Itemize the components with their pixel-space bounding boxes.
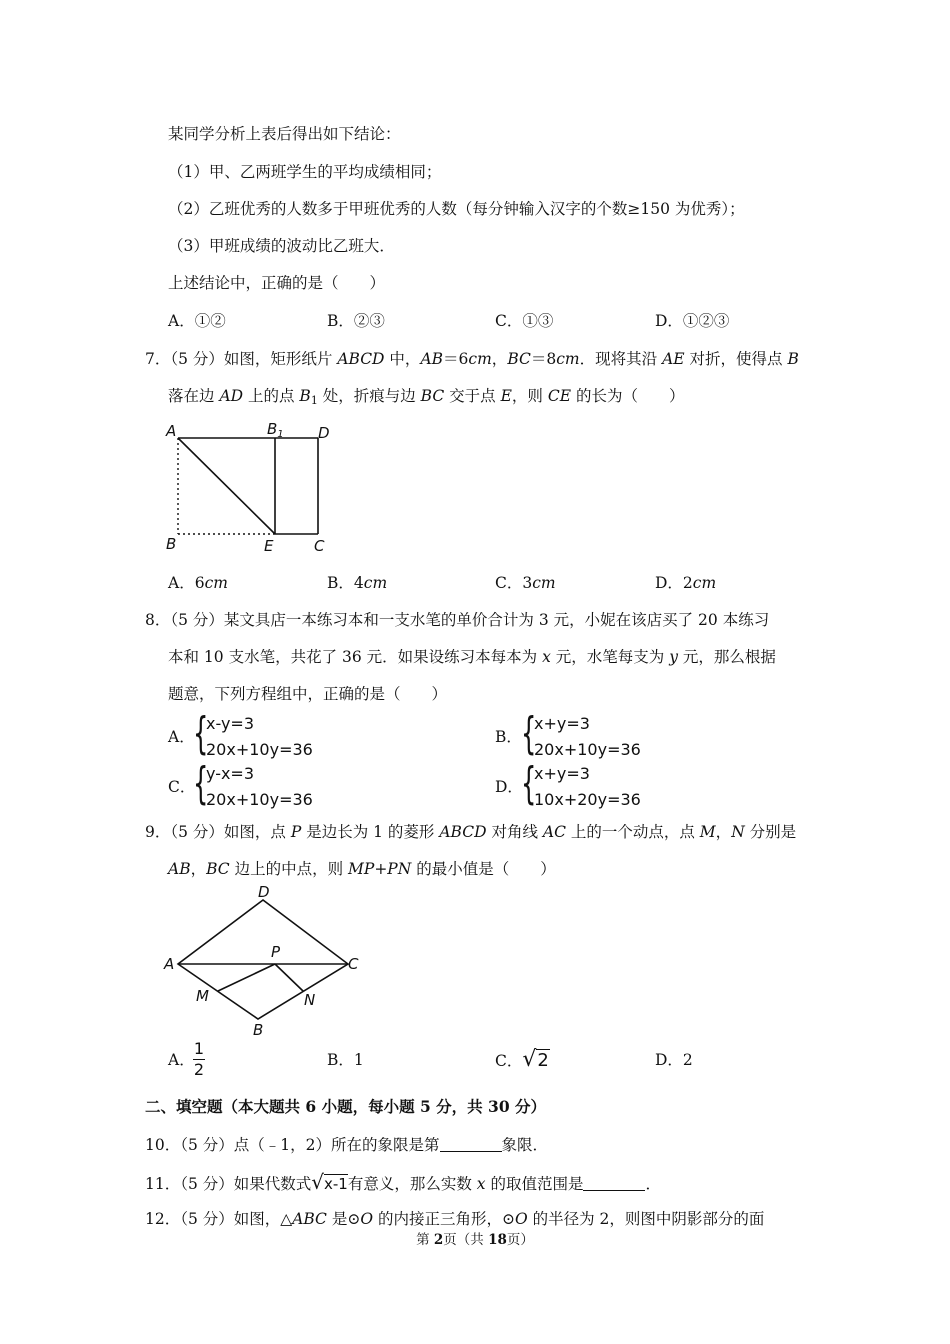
q6-conclusion-2: （2）乙班优秀的人数多于甲班优秀的人数（每分钟输入汉字的个数≥150 为优秀）； <box>168 200 745 218</box>
q9-option-b: B．1 <box>327 1051 364 1069</box>
q9-rhombus-figure <box>160 884 370 1040</box>
q7-option-a: A．6cm <box>168 574 228 592</box>
q6-conclusion-3: （3）甲班成绩的波动比乙班大． <box>168 237 395 255</box>
q12: 12．（5 分）如图，△ABC 是⊙O 的内接正三角形，⊙O 的半径为 2，则图中阴影部分的面 <box>145 1210 765 1228</box>
label-b: B <box>253 1021 264 1039</box>
q8-option-d-label: D． <box>495 778 523 796</box>
segment-mp <box>218 964 275 991</box>
q8-option-c-brace: { <box>193 758 209 809</box>
label-m: M <box>196 987 209 1005</box>
crease-a-e <box>178 438 275 534</box>
label-e: E <box>264 537 274 555</box>
page-footer: 第 2页（共 18页） <box>416 1232 534 1248</box>
q6-option-c: C．①③ <box>495 312 554 330</box>
q8-line-2: 本和 10 支水笔，共花了 36 元．如果设练习本每本为 x 元，水笔每支为 y 元，那么根据 <box>168 648 776 666</box>
label-n: N <box>304 991 316 1009</box>
q9-option-d: D．2 <box>655 1051 693 1069</box>
label-p: P <box>271 943 281 961</box>
q8-option-d-system: x+y=3 10x+20y=36 <box>534 764 641 809</box>
q7-line-2: 落在边 AD 上的点 $B_1$ 处，折痕与边 BC 交于点 E，则 CE 的长为（ ） <box>168 387 685 407</box>
q9-option-c: C．√2 <box>495 1047 549 1072</box>
q6-option-a: A．①② <box>168 312 226 330</box>
label-c: C <box>314 537 325 555</box>
q8-option-c-label: C． <box>168 778 196 796</box>
q6-question: 上述结论中，正确的是（ ） <box>168 274 386 292</box>
q11: 11．（5 分）如果代数式√x-1有意义，那么实数 x 的取值范围是 ． <box>145 1170 661 1194</box>
q8-option-d-brace: { <box>521 758 537 809</box>
q8-option-a-system: x-y=3 20x+10y=36 <box>206 714 313 759</box>
section-2-heading: 二、填空题（本大题共 6 小题，每小题 5 分，共 30 分） <box>145 1097 547 1116</box>
label-b1: $B_1$ <box>267 420 284 440</box>
q8-option-b-system: x+y=3 20x+10y=36 <box>534 714 641 759</box>
q9-option-a-fraction: 1 2 <box>193 1039 205 1079</box>
q6-conclusion-1: （1）甲、乙两班学生的平均成绩相同； <box>168 163 442 181</box>
q8-option-b-label: B． <box>495 728 522 746</box>
label-a: A <box>166 422 177 440</box>
label-a: A <box>164 955 175 973</box>
q10: 10．（5 分）点（﹣1，2）所在的象限是第 象限． <box>145 1136 549 1154</box>
q9-option-a-label: A． <box>168 1051 195 1069</box>
label-b: B <box>166 535 177 553</box>
q10-answer-blank[interactable] <box>440 1137 502 1152</box>
q8-option-a-brace: { <box>193 708 209 759</box>
q7-rectangle-figure <box>160 418 340 558</box>
q8-line-3: 题意，下列方程组中，正确的是（ ） <box>168 685 448 703</box>
q6-option-b: B．②③ <box>327 312 385 330</box>
label-c: C <box>348 955 359 973</box>
segment-pn <box>275 964 303 991</box>
q7-option-b: B．4cm <box>327 574 388 592</box>
label-d: D <box>318 424 330 442</box>
q8-line-1: 8．（5 分）某文具店一本练习本和一支水笔的单价合计为 3 元，小妮在该店买了 20 本练习 <box>145 611 770 629</box>
q7-option-d: D．2cm <box>655 574 717 592</box>
q7-option-c: C．3cm <box>495 574 556 592</box>
q6-option-d: D．①②③ <box>655 312 730 330</box>
q11-answer-blank[interactable] <box>583 1176 645 1191</box>
q9-line-1: 9．（5 分）如图，点 P 是边长为 1 的菱形 ABCD 对角线 AC 上的一个动点，点 M，N 分别是 <box>145 823 797 841</box>
q9-line-2: AB，BC 边上的中点，则 MP+PN 的最小值是（ ） <box>168 860 556 878</box>
q6-intro: 某同学分析上表后得出如下结论： <box>168 125 401 143</box>
q8-option-b-brace: { <box>521 708 537 759</box>
q8-option-c-system: y-x=3 20x+10y=36 <box>206 764 313 809</box>
q7-line-1: 7．（5 分）如图，矩形纸片 ABCD 中，AB＝6cm，BC＝8cm．现将其沿 AE 对折，使得点 B <box>145 350 799 368</box>
q8-option-a-label: A． <box>168 728 195 746</box>
label-d: D <box>258 884 270 901</box>
